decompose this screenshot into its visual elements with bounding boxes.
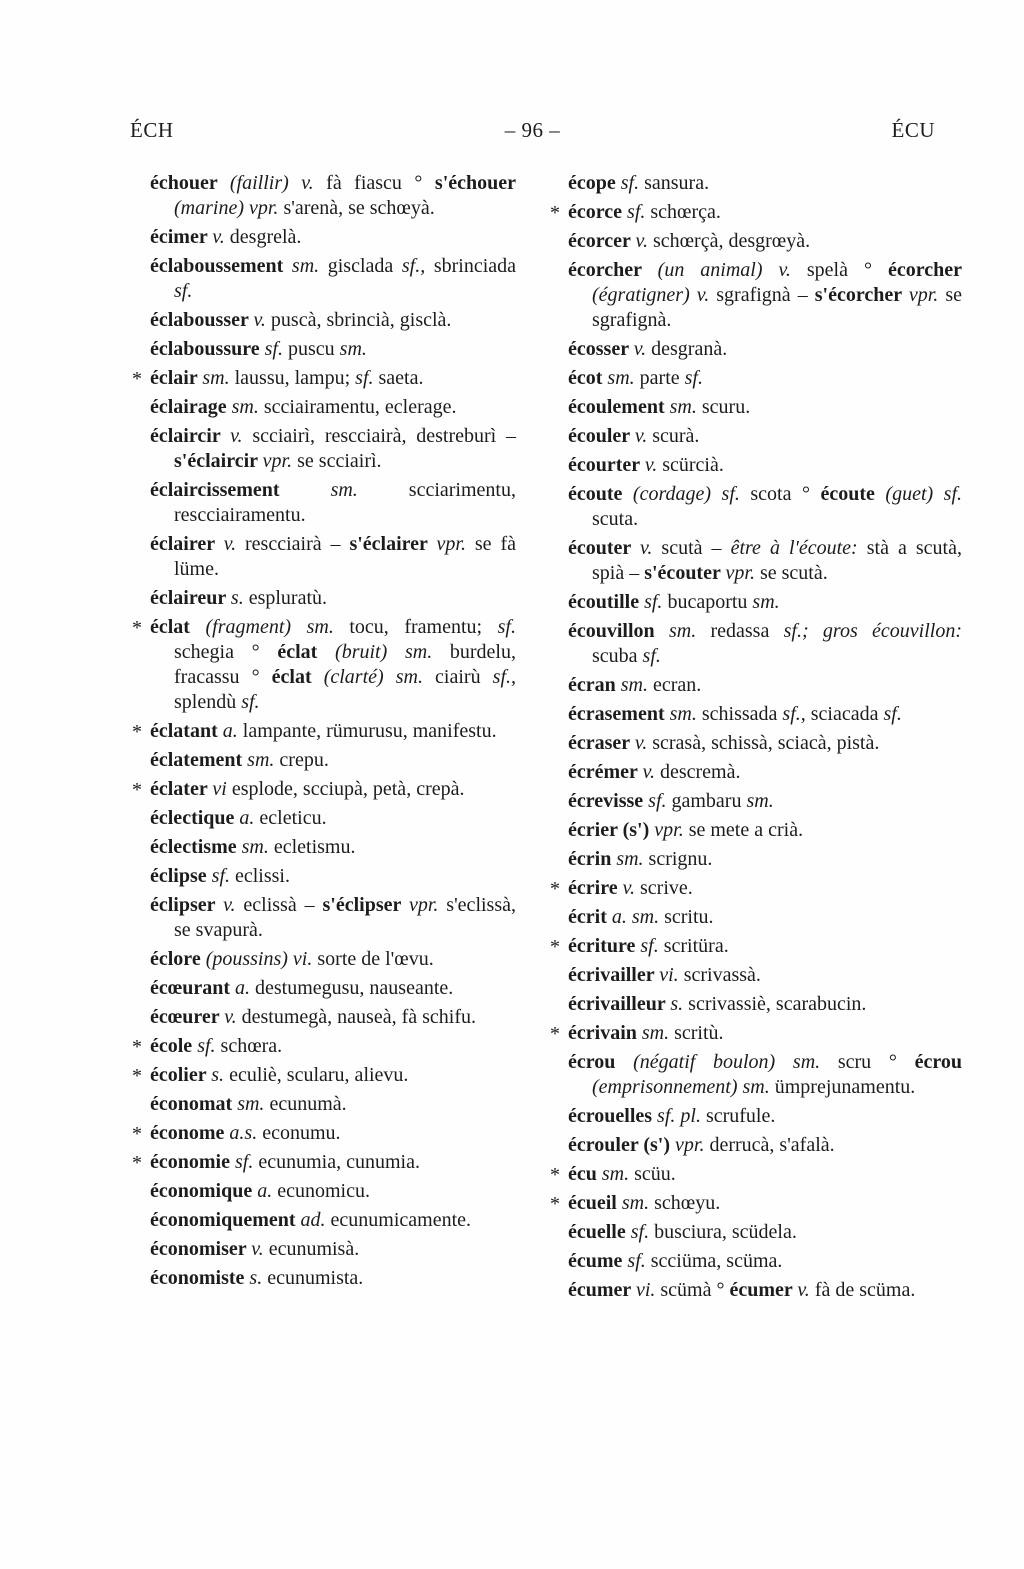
asterisk-marker: *: [132, 1123, 142, 1145]
dict-entry: écuelle sf. busciura, scüdela.: [568, 1221, 797, 1243]
dict-entry: écoute (cordage) sf. scota ° écoute (guet) sf. scuta.: [568, 483, 962, 530]
dict-entry: écran sm. ecran.: [568, 674, 702, 696]
dict-entry: économiquement ad. ecunumicamente.: [150, 1209, 472, 1231]
dict-entry: écope sf. sansura.: [568, 172, 710, 194]
dict-entry: écimer v. desgrelà.: [150, 226, 302, 248]
dict-entry: écœurant a. destumegusu, nauseante.: [150, 977, 454, 999]
dict-entry: éclipse sf. eclissi.: [150, 865, 290, 887]
dict-entry: écoulement sm. scuru.: [568, 396, 751, 418]
dictionary-columns: [132, 171, 963, 1307]
dict-entry: écrit a. sm. scritu.: [568, 906, 714, 928]
dict-entry: écouler v. scurà.: [568, 425, 700, 447]
dict-entry: * écrivain sm. scritù.: [550, 1022, 724, 1045]
dict-entry: écrin sm. scrignu.: [568, 848, 713, 870]
dict-entry: économiste s. ecunumista.: [150, 1267, 364, 1289]
dict-entry: éclaboussure sf. puscu sm.: [150, 338, 367, 360]
dict-entry: écouter v. scutà – être à l'écoute: stà a scutà, spià – s'écouter vpr. se scutà.: [568, 537, 962, 584]
dict-entry: * économe a.s. econumu.: [132, 1122, 341, 1145]
asterisk-marker: *: [132, 1065, 142, 1087]
dict-entry: écorcher (un animal) v. spelà ° écorcher (égratigner) v. sgrafignà – s'écorcher vpr. se sgrafignà.: [568, 259, 962, 331]
dict-entry: éclore (poussins) vi. sorte de l'œvu.: [150, 948, 434, 970]
asterisk-marker: *: [132, 368, 142, 390]
dict-entry: économiser v. ecunumisà.: [150, 1238, 360, 1260]
dict-entry: * école sf. schœra.: [132, 1035, 283, 1058]
dict-entry: éclectisme sm. ecletismu.: [150, 836, 356, 858]
dict-entry: * économie sf. ecunumia, cunumia.: [132, 1151, 420, 1174]
dict-entry: * éclatant a. lampante, rümurusu, manifestu.: [132, 720, 497, 743]
dict-entry: * éclat (fragment) sm. tocu, framentu; sf. schegia ° éclat (bruit) sm. burdelu, fracassu ° éclat (clarté) sm. ciairù sf., splendù sf.: [132, 616, 516, 713]
dict-entry: écosser v. desgranà.: [568, 338, 728, 360]
dict-entry: éclipser v. eclissà – s'éclipser vpr. s'eclissà, se svapurà.: [150, 894, 516, 941]
dict-entry: éclaircissement sm. scciarimentu, rescciairamentu.: [150, 479, 516, 526]
asterisk-marker: *: [550, 1023, 560, 1045]
dict-entry: écumer vi. scümà ° écumer v. fà de scüma.: [568, 1279, 916, 1301]
running-head: [130, 118, 935, 143]
dict-entry: * éclater vi esplode, scciupà, petà, crepà.: [132, 778, 465, 801]
guide-word-right: ÉCU: [891, 118, 935, 142]
dict-entry: écrivailleur s. scrivassiè, scarabucin.: [568, 993, 867, 1015]
asterisk-marker: *: [132, 1036, 142, 1058]
dict-entry: écrier (s') vpr. se mete a crià.: [568, 819, 804, 841]
dict-entry: écorcer v. schœrçà, desgrœyà.: [568, 230, 811, 252]
column-left: [132, 171, 517, 1307]
column-right: [550, 171, 963, 1307]
dict-entry: écrouelles sf. pl. scrufule.: [568, 1105, 776, 1127]
dict-entry: économique a. ecunomicu.: [150, 1180, 370, 1202]
dict-entry: écourter v. scürcià.: [568, 454, 724, 476]
dict-entry: éclectique a. ecleticu.: [150, 807, 327, 829]
asterisk-marker: *: [132, 721, 142, 743]
dict-entry: échouer (faillir) v. fà fiascu ° s'échouer (marine) vpr. s'arenà, se schœyà.: [150, 172, 517, 219]
dict-entry: écrouler (s') vpr. derrucà, s'afalà.: [568, 1134, 835, 1156]
asterisk-marker: *: [132, 1152, 142, 1174]
dict-entry: éclaireur s. espluratù.: [150, 587, 328, 609]
dict-entry: écoutille sf. bucaportu sm.: [568, 591, 780, 613]
dict-entry: écraser v. scrasà, schissà, sciacà, pistà.: [568, 732, 880, 754]
dict-entry: écouvillon sm. redassa sf.; gros écouvillon: scuba sf.: [568, 620, 963, 667]
guide-word-left: ÉCH: [130, 118, 174, 142]
asterisk-marker: *: [550, 1164, 560, 1186]
dict-entry: écrémer v. descremà.: [568, 761, 741, 783]
dict-entry: éclaircir v. scciairì, rescciairà, destreburì – s'éclaircir vpr. se scciairì.: [150, 425, 516, 472]
asterisk-marker: *: [550, 1193, 560, 1215]
dict-entry: économat sm. ecunumà.: [150, 1093, 347, 1115]
asterisk-marker: *: [132, 617, 142, 639]
dict-entry: éclabousser v. puscà, sbrincià, gisclà.: [150, 309, 452, 331]
dict-entry: éclairer v. rescciairà – s'éclairer vpr. se fà lüme.: [150, 533, 516, 580]
dict-entry: * écu sm. scüu.: [550, 1163, 676, 1186]
page-number: – 96 –: [504, 118, 561, 142]
asterisk-marker: *: [550, 936, 560, 958]
asterisk-marker: *: [550, 878, 560, 900]
dict-entry: * écorce sf. schœrça.: [550, 201, 721, 224]
dict-entry: * écolier s. eculiè, scularu, alievu.: [132, 1064, 409, 1087]
dict-entry: écrivailler vi. scrivassà.: [568, 964, 761, 986]
dict-entry: écrevisse sf. gambaru sm.: [568, 790, 774, 812]
dict-entry: écœurer v. destumegà, nauseà, fà schifu.: [150, 1006, 476, 1028]
dict-entry: * écriture sf. scritüra.: [550, 935, 729, 958]
dict-entry: * écrire v. scrive.: [550, 877, 693, 900]
dict-entry: écrou (négatif boulon) sm. scru ° écrou (emprisonnement) sm. ümprejunamentu.: [568, 1051, 962, 1098]
dict-entry: éclairage sm. scciairamentu, eclerage.: [150, 396, 457, 418]
dict-entry: éclaboussement sm. gisclada sf., sbrinciada sf.: [150, 255, 516, 302]
dict-entry: éclatement sm. crepu.: [150, 749, 329, 771]
asterisk-marker: *: [132, 779, 142, 801]
dict-entry: écrasement sm. schissada sf., sciacada sf.: [568, 703, 902, 725]
dict-entry: écume sf. scciüma, scüma.: [568, 1250, 783, 1272]
dict-entry: * éclair sm. laussu, lampu; sf. saeta.: [132, 367, 424, 390]
dict-entry: * écueil sm. schœyu.: [550, 1192, 721, 1215]
asterisk-marker: *: [550, 202, 560, 224]
dict-entry: écot sm. parte sf.: [568, 367, 703, 389]
